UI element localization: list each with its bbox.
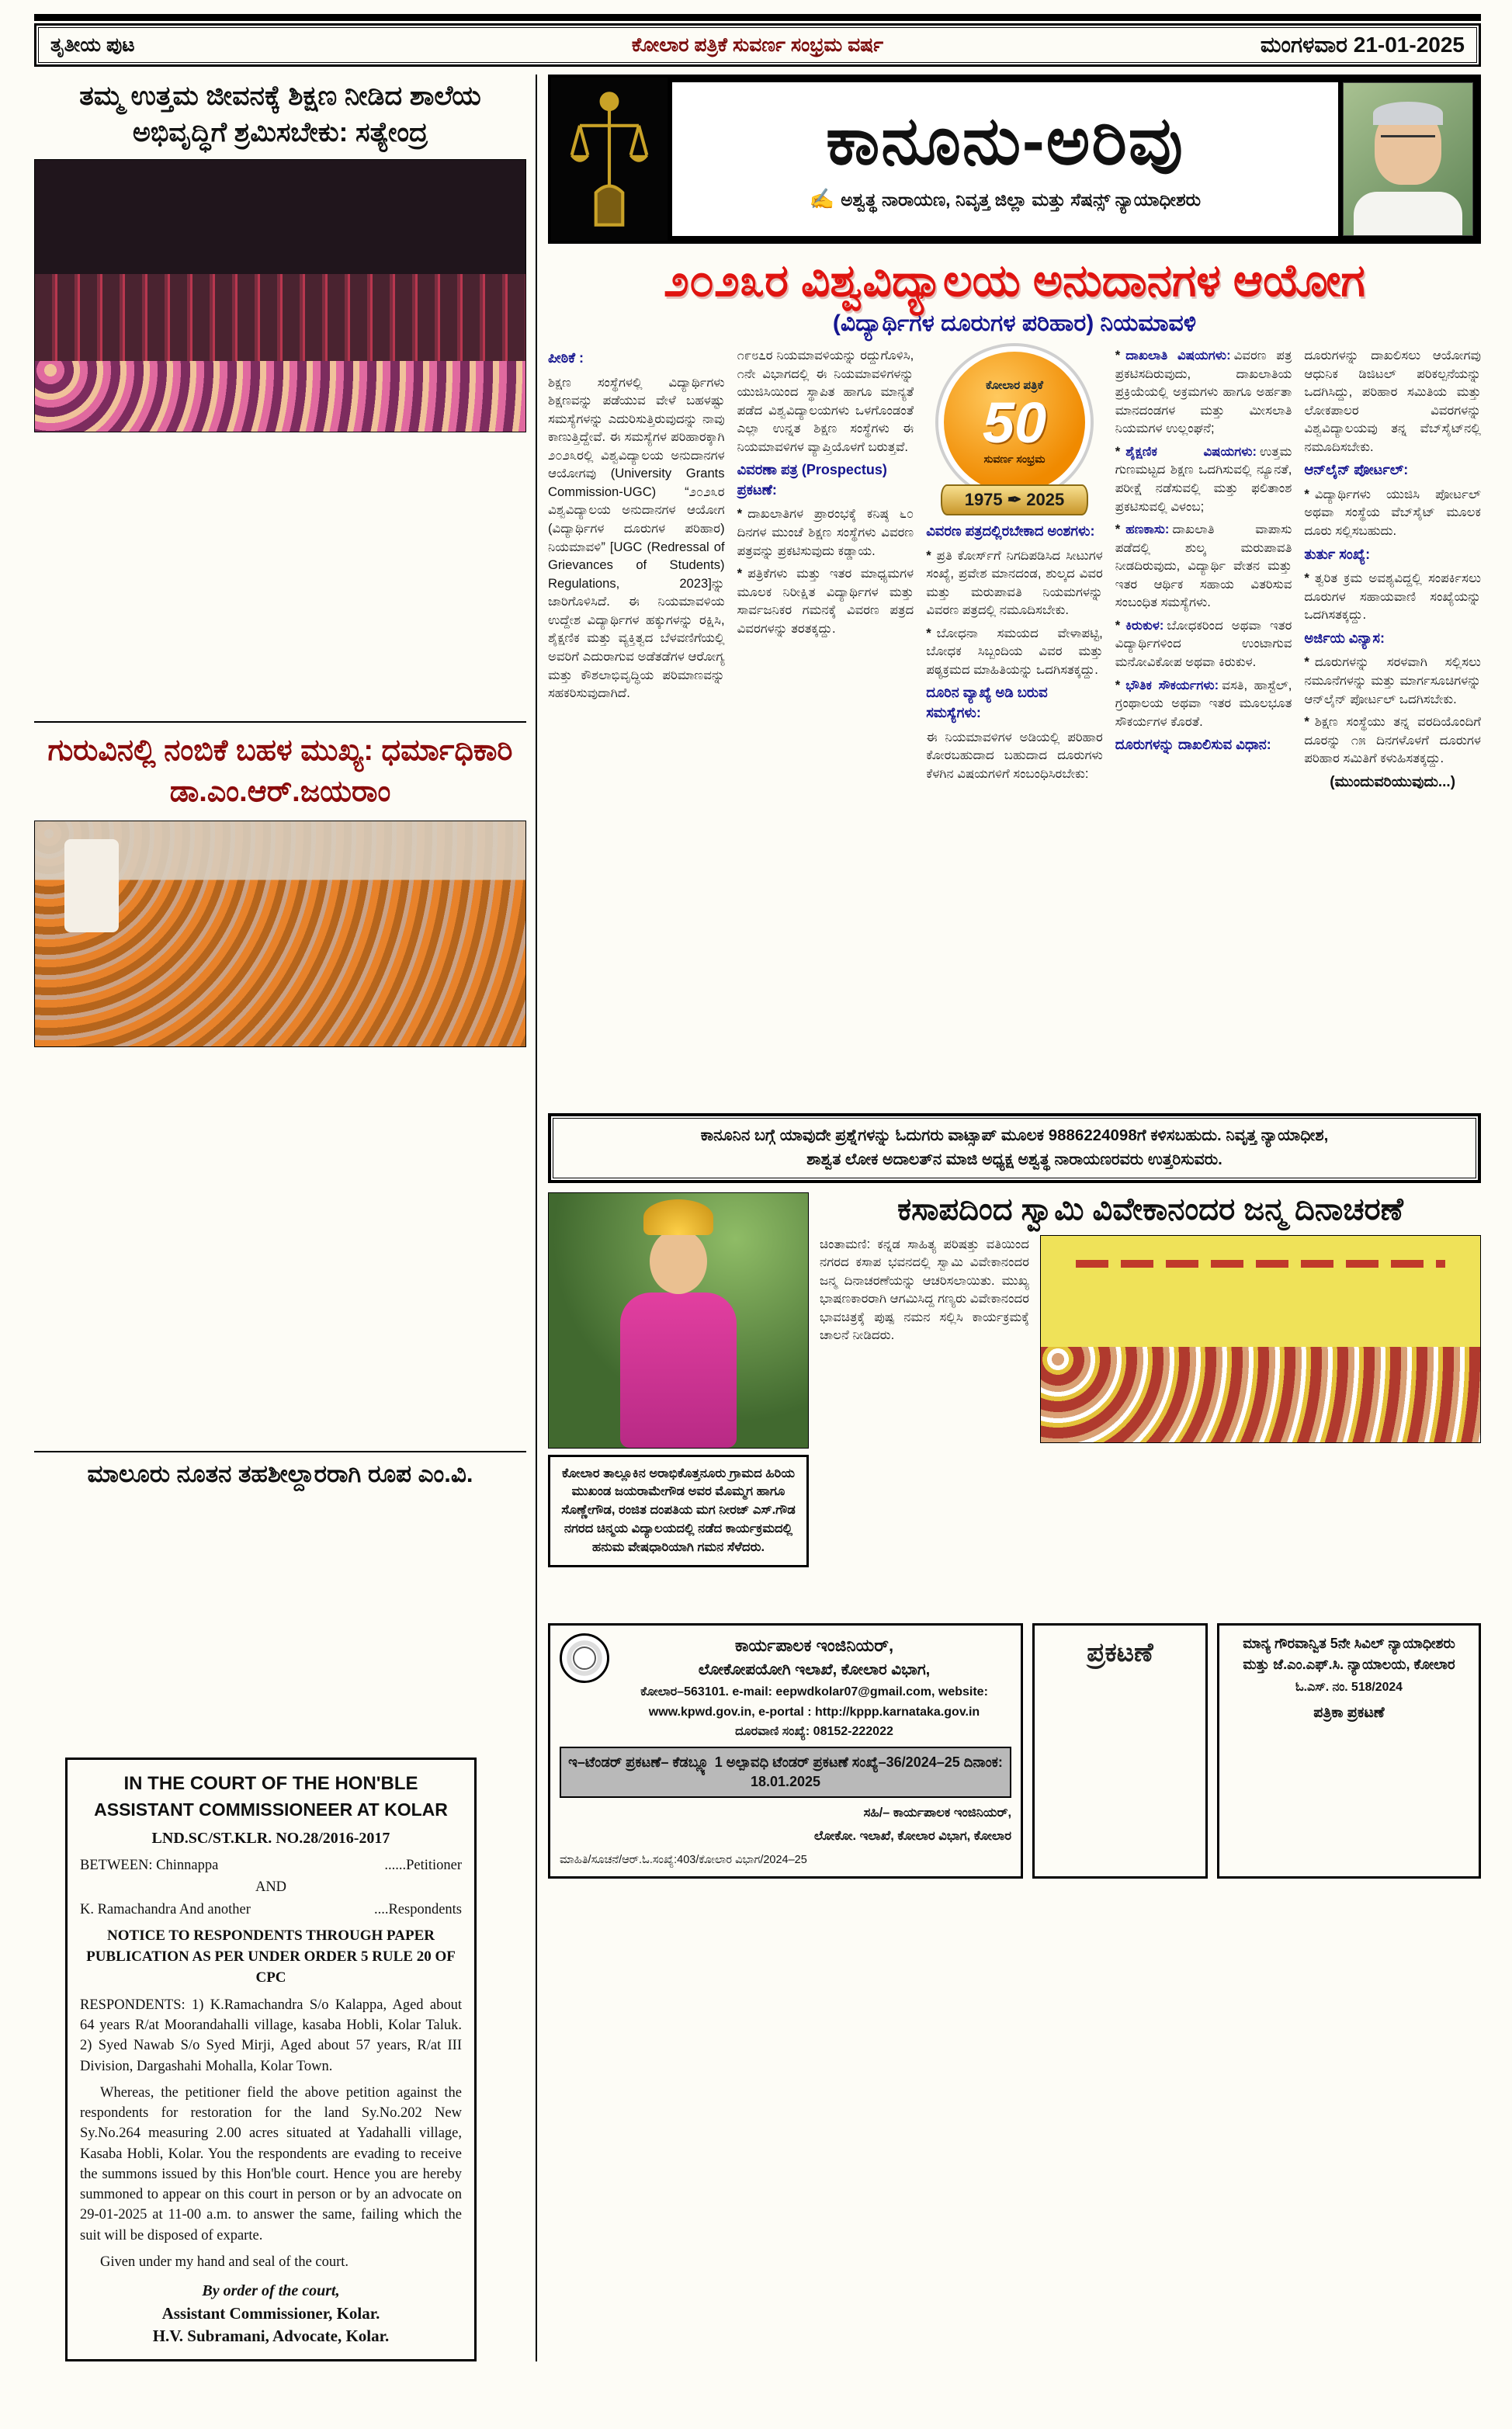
article-section [926, 728, 1103, 783]
article-section [1304, 460, 1481, 481]
department-line: ಲೋಕೋಪಯೋಗಿ ಇಲಾಖೆ, ಕೋಲಾರ ವಿಭಾಗ, [698, 1661, 931, 1679]
paragraph-text: ತ್ವರಿತ ಕ್ರಮ ಅವಶ್ಯವಿದ್ದಲ್ಲಿ ಸಂಪರ್ಕಿಸಲು ದೂರುಗಳ ಸಹಾಯವಾಣಿ ಸಂಖ್ಯೆಯನ್ನು ಒದಗಿಸತಕ್ಕದ್ದು. [1304, 571, 1481, 623]
article-section [737, 564, 914, 637]
article-section [1304, 772, 1481, 793]
photo-shirt [1354, 192, 1462, 235]
bullet-lead: ಶೈಕ್ಷಣಿಕ ವಿಷಯಗಳು: [1125, 443, 1257, 459]
article-section [1115, 520, 1292, 612]
section-paragraph [1115, 520, 1292, 612]
page-number-label: ತೃತೀಯ ಪುಟ [50, 33, 135, 56]
email-line: ಕೋಲಾರ–563101. e-mail: eepwdkolar07@gmail.com, website: [640, 1685, 988, 1699]
article-guru-faith [34, 730, 526, 1443]
paragraph-text: ಪ್ರತಿ ಕೋರ್ಸ್‌ಗೆ ನಿಗದಿಪಡಿಸಿದ ಸೀಟುಗಳ ಸಂಖ್ಯೆ, ಪ್ರವೇಶ ಮಾನದಂಡ, ಶುಲ್ಕದ ವಿವರ ಮತ್ತು ಮರುಪಾವತಿ ನಿಯಮಗಳನ್ನು ವಿವರಣ ಪತ್ರದಲ್ಲಿ ನಮೂದಿಸಬೇಕು. [926, 547, 1103, 618]
lead-article-body [548, 346, 1481, 1107]
petitioner-name: BETWEEN: Chinnappa [80, 1858, 219, 1873]
advocate-signature: H.V. Subramani, Advocate, Kolar. [152, 2327, 390, 2346]
article-section [1304, 653, 1481, 708]
between-row [80, 1855, 462, 1876]
article-headline: ಕಸಾಪದಿಂದ ಸ್ವಾಮಿ ವಿವೇಕಾನಂದರ ಜನ್ಮ ದಿನಾಚರಣೆ [897, 1192, 1403, 1227]
case-number: ಓ.ಎಸ್. ನಂ. 518/2024 [1295, 1680, 1403, 1694]
article-section [926, 522, 1103, 542]
article-body [34, 440, 526, 713]
jubilee-years-ribbon: 1975 ✒ 2025 [941, 484, 1088, 515]
article-top-row [820, 1235, 1481, 1443]
paragraph-text: ಶಿಕ್ಷಣ ಸಂಸ್ಥೆಯು ತನ್ನ ವರದಿಯೊಂದಿಗೆ ದೂರನ್ನು ೧೫ ದಿನಗಳೊಳಗೆ ದೂರುಗಳ ಪರಿಹಾರ ಸಮಿತಿಗೆ ಕಳುಹಿಸತಕ್ಕದ್ದು. [1304, 714, 1481, 766]
pen-icon: ✍ [809, 186, 835, 210]
respondent-row [80, 1900, 462, 1920]
jubilee-mid-label: ಸುವರ್ಣ ಸಂಭ್ರಮ [983, 452, 1046, 465]
bottom-lower-row [548, 1623, 1481, 1879]
by-order-line: By order of the court, [202, 2282, 340, 2300]
section-paragraph [1304, 485, 1481, 540]
main-section [548, 75, 1481, 2361]
bullet-mark: * [1115, 617, 1121, 633]
paragraph-text: ಉತ್ತಮ ಗುಣಮಟ್ಟದ ಶಿಕ್ಷಣ ಒದಗಿಸುವಲ್ಲಿ ನ್ಯೂನತೆ, ಪರೀಕ್ಷೆ ನಡೆಸುವಲ್ಲಿ ಮತ್ತು ಫಲಿತಾಂಶ ಪ್ರಕಟಿಸುವಲ್ಲಿ ವಿಳಂಬ; [1115, 443, 1292, 514]
article-lede: ಚಿಂತಾಮಣಿ: ಕನ್ನಡ ಸಾಹಿತ್ಯ ಪರಿಷತ್ತು ವತಿಯಿಂದ ನಗರದ ಕಸಾಪ ಭವನದಲ್ಲಿ ಸ್ವಾಮಿ ವಿವೇಕಾನಂದರ ಜನ್ಮ ದಿನಾಚರಣೆಯನ್ನು ಆಚರಿಸಲಾಯಿತು. ಮುಖ್ಯ ಭಾಷಣಕಾರರಾಗಿ ಆಗಮಿಸಿದ್ದ ಗಣ್ಯರು ವಿವೇಕಾನಂದರ ಭಾವಚಿತ್ರಕ್ಕೆ ಪುಷ್ಪ ನಮನ ಸಲ್ಲಿಸಿ ಕಾರ್ಯಕ್ರಮಕ್ಕೆ ಚಾಲನೆ ನೀಡಿದರು. [820, 1236, 1030, 1343]
article-section [737, 505, 914, 560]
whatsapp-note [548, 1113, 1481, 1183]
bullet-mark: * [1115, 348, 1121, 363]
gathering-photo [34, 821, 526, 1047]
article-section [1304, 485, 1481, 540]
article-body [34, 1497, 526, 1745]
section-paragraph [737, 346, 914, 456]
article-section [1115, 676, 1292, 731]
divider [34, 1451, 526, 1452]
lead-subhead: (ವಿದ್ಯಾರ್ಥಿಗಳ ದೂರುಗಳ ಪರಿಹಾರ) ನಿಯಮಾವಳಿ [832, 311, 1197, 336]
article-section [548, 349, 725, 369]
page-content [34, 75, 1481, 2361]
hanuma-costume-photo [548, 1192, 809, 1449]
article-school-development [34, 78, 526, 713]
bullet-mark: * [1304, 486, 1309, 501]
costume-crown [643, 1199, 713, 1235]
article-section [926, 624, 1103, 679]
article-section [1115, 735, 1292, 755]
bullet-mark: * [926, 547, 931, 563]
costume-body [620, 1293, 737, 1448]
bullet-mark: * [1115, 677, 1121, 692]
article-section [1304, 346, 1481, 456]
bullet-mark: * [1304, 654, 1309, 670]
article-section [1115, 346, 1292, 438]
article-section [1115, 442, 1292, 515]
kpwd-tender-notice [548, 1623, 1023, 1879]
paragraph-text: ದೂರುಗಳನ್ನು ದಾಖಲಿಸಲು ಆಯೋಗವು ಆಧುನಿಕ ಡಿಜಿಟಲ್ ಪರಿಕಲ್ಪನೆಯನ್ನು ಒದಗಿಸಿದ್ದು, ಪರಿಹಾರ ಸಮಿತಿಯ ಮತ್ತು ಲೋಕಪಾಲರ ವಿವರಗಳನ್ನು ವಿಶ್ವವಿದ್ಯಾಲಯವು ತನ್ನ ವೆಬ್‌ಸೈಟ್‌ನಲ್ಲಿ ನಮೂದಿಸಬೇಕು. [1304, 348, 1481, 454]
article-section [1304, 629, 1481, 649]
court-notice-kannada [1217, 1623, 1481, 1879]
petitioner-label: ......Petitioner [384, 1858, 462, 1873]
left-column [34, 75, 537, 2361]
section-heading: ಪೀಠಿಕೆ : [548, 350, 584, 366]
kpwd-address [617, 1633, 1011, 1740]
press-notice-title: ಪತ್ರಿಕಾ ಪ್ರಕಟಣೆ [1313, 1705, 1385, 1722]
article-body [34, 1055, 526, 1443]
paragraph-text: ದಾಖಲಾತಿಗಳ ಪ್ರಾರಂಭಕ್ಕೆ ಕನಿಷ್ಠ ೬೦ ದಿನಗಳ ಮುಂಚೆ ಶಿಕ್ಷಣ ಸಂಸ್ಥೆಗಳು ವಿವರಣ ಪತ್ರವನ್ನು ಪ್ರಕಟಿಸುವುದು ಕಡ್ಡಾಯ. [737, 506, 914, 558]
bullet-mark: * [1304, 571, 1309, 586]
respondents-paragraph: RESPONDENTS: 1) K.Ramachandra S/o Kalappa, Aged about 64 years R/at Moorandahalli village, kasaba Hobli, Kolar Taluk. 2) Syed Nawab S/o Syed Mirji, Aged about 57 years, R/at III Division, Dargashahi Mohalla, Kolar Town. [80, 1997, 462, 2074]
section-heading: ದೂರುಗಳನ್ನು ದಾಖಲಿಸುವ ವಿಧಾನ: [1115, 737, 1271, 753]
seal-paragraph: Given under my hand and seal of the court. [100, 2254, 349, 2270]
top-rule [34, 14, 1481, 21]
commissioner-signature: Assistant Commissioner, Kolar. [161, 2303, 380, 2323]
column-title: ಕಾನೂನು-ಅರಿವು [826, 103, 1184, 179]
and-label: AND [255, 1879, 287, 1896]
article-section [926, 683, 1103, 723]
kpwd-header [560, 1633, 1011, 1740]
section-paragraph [1115, 442, 1292, 515]
article-body [820, 1451, 1481, 1614]
article-section [1304, 713, 1481, 768]
announcement-title: ಪ್ರಕಟಣೆ [1087, 1637, 1153, 1667]
article-section [737, 346, 914, 456]
section-heading: ತುರ್ತು ಸಂಖ್ಯೆ: [1304, 546, 1371, 562]
paragraph-text: ಪತ್ರಿಕೆಗಳು ಮತ್ತು ಇತರ ಮಾಧ್ಯಮಗಳ ಮೂಲಕ ನಿರೀಕ್ಷಿತ ವಿದ್ಯಾರ್ಥಿಗಳ ಮತ್ತು ಸಾರ್ವಜನಿಕರ ಗಮನಕ್ಕೆ ವಿವರಣ ಪತ್ರದ ವಿವರಗಳನ್ನು ತರತಕ್ಕದ್ದು. [737, 566, 914, 636]
section-heading: ಆನ್‌ಲೈನ್ ಪೋರ್ಟಲ್: [1304, 462, 1409, 478]
justice-statue-icon [551, 78, 668, 241]
bottom-upper-row [548, 1192, 1481, 1614]
photo-caption: ಕೋಲಾರ ತಾಲ್ಲೂಕಿನ ಅರಾಭಿಕೊತ್ತನೂರು ಗ್ರಾಮದ ಹಿರಿಯ ಮುಖಂಡ ಜಯರಾಮೇಗೌಡ ಅವರ ಮೊಮ್ಮಗ ಹಾಗೂ ಸೊಣ್ಣೇಗೌಡ, ರಂಜಿತ ದಂಪತಿಯ ಮಗ ನೀರಜ್ ಎಸ್.ಗೌಡ ನಗರದ ಚಿನ್ಮಯ ವಿದ್ಯಾಲಯದಲ್ಲಿ ನಡೆದ ಕಾರ್ಯಕ್ರಮದಲ್ಲಿ ಹನುಮ ವೇಷಧಾರಿಯಾಗಿ ಗಮನ ಸೆಳೆದರು. [548, 1455, 809, 1568]
whatsapp-line-2: ಶಾಶ್ವತ ಲೋಕ ಅದಾಲತ್‌ನ ಮಾಜಿ ಅಧ್ಯಕ್ಷ ಅಶ್ವತ್ಥ ನಾರಾಯಣರವರು ಉತ್ತರಿಸುವರು. [806, 1150, 1222, 1168]
bullet-mark: * [737, 506, 743, 522]
section-paragraph [737, 564, 914, 637]
article-section [1115, 616, 1292, 671]
bullet-mark: * [926, 625, 931, 640]
notice-heading: NOTICE TO RESPONDENTS THROUGH PAPER PUBLICATION AS PER UNDER ORDER 5 RULE 20 OF CPC [86, 1927, 456, 1986]
group-photo [34, 159, 526, 432]
paragraph-text: ಶಿಕ್ಷಣ ಸಂಸ್ಥೆಗಳಲ್ಲಿ ವಿದ್ಯಾರ್ಥಿಗಳು ಶಿಕ್ಷಣವನ್ನು ಪಡೆಯುವ ವೇಳೆ ಬಹಳಷ್ಟು ಸಮಸ್ಯೆಗಳನ್ನು ಎದುರಿಸುತ್ತಿರುವುದನ್ನು ನಾವು ಕಾಣುತ್ತಿದ್ದೇವೆ. ಈ ಸಮಸ್ಯೆಗಳ ಪರಿಹಾರಕ್ಕಾಗಿ ೨೦೨೩ರಲ್ಲಿ ವಿಶ್ವವಿದ್ಯಾಲಯ ಅನುದಾನಗಳ ಆಯೋಗವು (University Grants Commission-UGC) “೨೦೨೩ರ ವಿಶ್ವವಿದ್ಯಾಲಯ ಅನುದಾನಗಳ ಆಯೋಗ (ವಿದ್ಯಾರ್ಥಿಗಳ ದೂರುಗಳ ಪರಿಹಾರ) ನಿಯಮಾವಳಿ” [UGC (Redressal of Grievances of Students) Regulations, 2023]ನ್ನು ಜಾರಿಗೊಳಿಸಿದೆ. ಈ ನಿಯಮಾವಳಿಯ ಉದ್ದೇಶ ವಿದ್ಯಾರ್ಥಿಗಳ ಹಕ್ಕುಗಳನ್ನು ರಕ್ಷಿಸಿ, ಶೈಕ್ಷಣಿಕ ಮತ್ತು ವ್ಯಕ್ತಿತ್ವದ ಬೆಳವಣಿಗೆಯಲ್ಲಿ ಅವರಿಗೆ ಎದುರಾಗುವ ಅಡೆತಡೆಗಳ ಆರೋಗ್ಯ ಮತ್ತು ಕೌಶಲಾಭಿವೃದ್ಧಿಯ ಪರಿಮಾಣವನ್ನು ಸಹಕರಿಸುವುದಾಗಿದೆ. [548, 374, 725, 701]
paragraph-text: ವಿದ್ಯಾರ್ಥಿಗಳು ಯುಜಿಸಿ ಪೋರ್ಟಲ್ ಅಥವಾ ಸಂಸ್ಥೆಯ ವೆಬ್‌ಸೈಟ್ ಮೂಲಕ ದೂರು ಸಲ್ಲಿಸಬಹುದು. [1304, 486, 1481, 539]
bullet-mark: * [1115, 443, 1121, 459]
author-photo [1343, 82, 1473, 236]
section-paragraph [1304, 346, 1481, 456]
article-vivekananda [820, 1192, 1481, 1614]
paragraph-text: ೧೯೮೭ರ ನಿಯಮಾವಳಿಯನ್ನು ರದ್ದುಗೊಳಿಸಿ, ೧ನೇ ವಿಭಾಗದಲ್ಲಿ ಈ ನಿಯಮಾವಳಿಗಳನ್ನು ಯುಜಿಸಿಯಿಂದ ಸ್ಥಾಪಿತ ಹಾಗೂ ಮಾನ್ಯತೆ ಪಡೆದ ವಿಶ್ವವಿದ್ಯಾಲಯಗಳು ಒಳಗೊಂಡಂತೆ ಎಲ್ಲಾ ಉನ್ನತ ಶಿಕ್ಷಣ ಸಂಸ್ಥೆಗಳು ಈ ನಿಯಮಾವಳಿಗಳ ವ್ಯಾಪ್ತಿಯೊಳಗೆ ಬರುತ್ತವೆ. [737, 348, 914, 454]
paragraph-text: ದಾಖಲಾತಿ ವಾಪಾಸು ಪಡೆದಲ್ಲಿ ಶುಲ್ಕ ಮರುಪಾವತಿ ನೀಡದಿರುವುದು, ವಿದ್ಯಾರ್ಥಿ ವೇತನ ಮತ್ತು ಇತರ ಆರ್ಥಿಕ ಸಹಾಯ ವಿತರಿಸುವ ಸಂಬಂಧಿತ ಸಮಸ್ಯೆಗಳು. [1115, 522, 1292, 610]
section-heading: ವಿವರಣ ಪತ್ರದಲ್ಲಿರಬೇಕಾದ ಅಂಶಗಳು: [926, 523, 1095, 539]
respondent-label: ....Respondents [373, 1901, 462, 1917]
paragraph-text: ವಿವರಣ ಪತ್ರ ಪ್ರಕಟಿಸದಿರುವುದು, ದಾಖಲಾತಿಯ ಪ್ರಕ್ರಿಯೆಯಲ್ಲಿ ಅಕ್ರಮಗಳು ಹಾಗೂ ಅರ್ಹತಾ ಮಾನದಂಡಗಳ ಮತ್ತು ಮೀಸಲಾತಿ ನಿಯಮಗಳ ಉಲ್ಲಂಘನೆ; [1115, 348, 1292, 436]
section-paragraph [1304, 653, 1481, 708]
article-section [926, 547, 1103, 619]
section-heading: ಅರ್ಜಿಯ ವಿನ್ಯಾಸ: [1304, 630, 1385, 646]
section-paragraph [1304, 569, 1481, 624]
date-label: ಮಂಗಳವಾರ 21-01-2025 [1260, 32, 1465, 57]
section-heading: ವಿವರಣಾ ಪತ್ರ (Prospectus) ಪ್ರಕಟಣೆ: [737, 462, 887, 498]
engineer-signature: ಸಹಿ/– ಕಾರ್ಯಪಾಲಕ ಇಂಜಿನಿಯರ್, [863, 1806, 1011, 1820]
bullet-mark: * [1115, 522, 1121, 537]
section-paragraph [926, 728, 1103, 783]
article-new-tahsildar [34, 1460, 526, 1745]
article-section [548, 373, 725, 703]
article-headline: ಮಾಲೂರು ನೂತನ ತಹಶೀಲ್ದಾರರಾಗಿ ರೂಪ ಎಂ.ವಿ. [87, 1459, 473, 1487]
bullet-mark: * [1304, 714, 1309, 730]
section-paragraph [1304, 713, 1481, 768]
column-byline [810, 187, 1201, 211]
court-title-2: ಮತ್ತು ಜೆ.ಎಂ.ಎಫ್.ಸಿ. ನ್ಯಾಯಾಲಯ, ಕೋಲಾರ [1243, 1656, 1455, 1672]
to-be-continued: (ಮುಂದುವರಿಯುವುದು...) [1330, 773, 1456, 790]
photo-glasses [1381, 135, 1435, 144]
event-banner-photo [1040, 1235, 1481, 1443]
court-notice-english [65, 1758, 477, 2361]
phone-line: ದೂರವಾಣಿ ಸಂಖ್ಯೆ: 08152-222022 [735, 1724, 893, 1738]
website-line: www.kpwd.gov.in, e-portal : http://kppp.karnataka.gov.in [648, 1705, 980, 1719]
costume-photo-column [548, 1192, 809, 1614]
paragraph-text: ಬೋಧನಾ ಸಮಯದ ವೇಳಾಪಟ್ಟಿ, ಬೋಧಕ ಸಿಬ್ಬಂದಿಯ ವಿವರ ಮತ್ತು ಪಠ್ಯಕ್ರಮದ ಮಾಹಿತಿಯನ್ನು ಒದಗಿಸತಕ್ಕದ್ದು. [926, 625, 1103, 677]
court-title: ಮಾನ್ಯ ಗೌರವಾನ್ವಿತ 5ನೇ ಸಿವಿಲ್ ನ್ಯಾಯಾಧೀಶರು [1243, 1635, 1455, 1651]
jubilee-disc [938, 346, 1091, 498]
article-section [1304, 569, 1481, 624]
paragraph-text: ಬೋಧಕರಿಂದ ಅಥವಾ ಇತರ ವಿದ್ಯಾರ್ಥಿಗಳಿಂದ ಉಂಟಾಗುವ ಮನೋವಿಕೋಪ ಅಥವಾ ಕಿರುಕುಳ. [1115, 617, 1292, 669]
section-paragraph [737, 505, 914, 560]
respondent-name: K. Ramachandra And another [80, 1901, 251, 1917]
edition-label: ಕೋಲಾರ ಪತ್ರಿಕೆ ಸುವರ್ಣ ಸಂಭ್ರಮ ವರ್ಷ [631, 33, 884, 56]
tender-band: ಇ–ಟೆಂಡರ್ ಪ್ರಕಟಣೆ– ಕೆಡಬ್ಲ್ಯೂ 1 ಅಲ್ಪಾವಧಿ ಟೆಂಡರ್ ಪ್ರಕಟಣೆ ಸಂಖ್ಯೆ–36/2024–25 ದಿನಾಂಕ: 18.01.2025 [560, 1747, 1011, 1798]
whereas-paragraph: Whereas, the petitioner field the above petition against the respondents for restoration for the land Sy.No.202 New Sy.No.264 measuring 2.00 acres situated at Yadahalli village, Kasaba Hobli, Kolar. You the respondents are evading to receive the summons issued by this Hon'ble court. Hence you are hereby summoned to appear on this court in person or by an advocate on 29-01-2025 at 11-00 a.m. to answer the same, failing which the suit will be disposed of exparte. [80, 2084, 462, 2243]
divider [34, 721, 526, 723]
section-paragraph [1115, 616, 1292, 671]
section-paragraph [548, 373, 725, 703]
article-section [1304, 545, 1481, 565]
photo-hair [1373, 102, 1443, 125]
bullet-lead: ಕಿರುಕುಳ: [1125, 617, 1164, 633]
bullet-lead: ದಾಖಲಾತಿ ವಿಷಯಗಳು: [1125, 348, 1231, 363]
jubilee-number: 50 [982, 390, 1047, 455]
masthead-title-panel [672, 82, 1338, 236]
department-seal-icon [560, 1633, 609, 1683]
column-masthead [548, 75, 1481, 244]
section-paragraph [1115, 346, 1292, 438]
legal-announcement [1032, 1623, 1208, 1879]
section-paragraph [926, 547, 1103, 619]
bullet-lead: ಹಣಕಾಸು: [1125, 522, 1170, 537]
office-signature: ಲೋಕೋ. ಇಲಾಖೆ, ಕೋಲಾರ ವಿಭಾಗ, ಕೋಲಾರ [813, 1829, 1011, 1844]
announcement-body [1046, 1679, 1195, 1685]
paragraph-text: ವಸತಿ, ಹಾಸ್ಟೆಲ್, ಗ್ರಂಥಾಲಯ ಅಥವಾ ಇತರ ಮೂಲಭೂತ ಸೌಕರ್ಯಗಳ ಕೊರತೆ. [1115, 677, 1292, 729]
case-number: LND.SC/ST.KLR. NO.28/2016-2017 [151, 1829, 390, 1847]
bullet-lead: ಭೌತಿಕ ಸೌಕರ್ಯಗಳು: [1125, 677, 1219, 692]
article-section [737, 460, 914, 500]
reference-number: ಮಾಹಿತಿ/ಸೂಚನೆ/ಆರ್.ಓ.ಸಂಖ್ಯೆ:403/ಕೋಲಾರ ವಿಭಾಗ/2024–25 [560, 1853, 807, 1866]
section-paragraph [1115, 676, 1292, 731]
article-headline: ಗುರುವಿನಲ್ಲಿ ನಂಬಿಕೆ ಬಹಳ ಮುಖ್ಯ: ಧರ್ಮಾಧಿಕಾರಿ ಡಾ.ಎಂ.ಆರ್.ಜಯರಾಂ [47, 734, 513, 808]
section-paragraph [926, 624, 1103, 679]
golden-jubilee-logo [932, 346, 1097, 515]
paragraph-text: ಈ ನಿಯಮಾವಳಿಗಳ ಅಡಿಯಲ್ಲಿ ಪರಿಹಾರ ಕೋರಬಹುದಾದ ಬಹುದಾದ ದೂರುಗಳು ಕೆಳಗಿನ ವಿಷಯಗಳಿಗೆ ಸಂಬಂಧಿಸಿರಬೇಕು: [926, 729, 1103, 781]
lead-headline: ೨೦೨೩ರ ವಿಶ್ವವಿದ್ಯಾಲಯ ಅನುದಾನಗಳ ಆಯೋಗ [664, 255, 1365, 306]
court-title-2: ASSISTANT COMMISSIONEER AT KOLAR [94, 1799, 448, 1820]
office-title: ಕಾರ್ಯಪಾಲಕ ಇಂಜಿನಿಯರ್, [734, 1635, 894, 1655]
paragraph-text: ದೂರುಗಳನ್ನು ಸರಳವಾಗಿ ಸಲ್ಲಿಸಲು ನಮೂನೆಗಳನ್ನು ಮತ್ತು ಮಾರ್ಗಸೂಚಿಗಳನ್ನು ಆನ್‌ಲೈನ್ ಪೋರ್ಟಲ್ ಒದಗಿಸಬೇಕು. [1304, 654, 1481, 706]
bullet-mark: * [737, 566, 743, 581]
author-name: ಅಶ್ವತ್ಥ ನಾರಾಯಣ, ನಿವೃತ್ತ ಜಿಲ್ಲಾ ಮತ್ತು ಸೆಷನ್ಸ್ ನ್ಯಾಯಾಧೀಶರು [841, 189, 1202, 210]
whatsapp-line-1: ಕಾನೂನಿನ ಬಗ್ಗೆ ಯಾವುದೇ ಪ್ರಶ್ನೆಗಳನ್ನು ಓದುಗರು ವಾಟ್ಸಾಪ್ ಮೂಲಕ 9886224098ಗೆ ಕಳಿಸಬಹುದು. ನಿವೃತ್ತ ನ್ಯಾಯಾಧೀಶ, [700, 1126, 1329, 1144]
article-headline: ತಮ್ಮ ಉತ್ತಮ ಜೀವನಕ್ಕೆ ಶಿಕ್ಷಣ ನೀಡಿದ ಶಾಲೆಯ ಅಭಿವೃದ್ಧಿಗೆ ಶ್ರಮಿಸಬೇಕು: ಸತ್ಯೇಂದ್ರ [79, 81, 481, 148]
section-heading: ದೂರಿನ ವ್ಯಾಖ್ಯೆ ಅಡಿ ಬರುವ ಸಮಸ್ಯೆಗಳು: [926, 685, 1048, 721]
costume-face [650, 1229, 707, 1294]
court-title: IN THE COURT OF THE HON'BLE [123, 1772, 418, 1794]
jubilee-top-label: ಕೋಲಾರ ಪತ್ರಿಕೆ [986, 379, 1043, 393]
dateline-bar [34, 23, 1481, 67]
